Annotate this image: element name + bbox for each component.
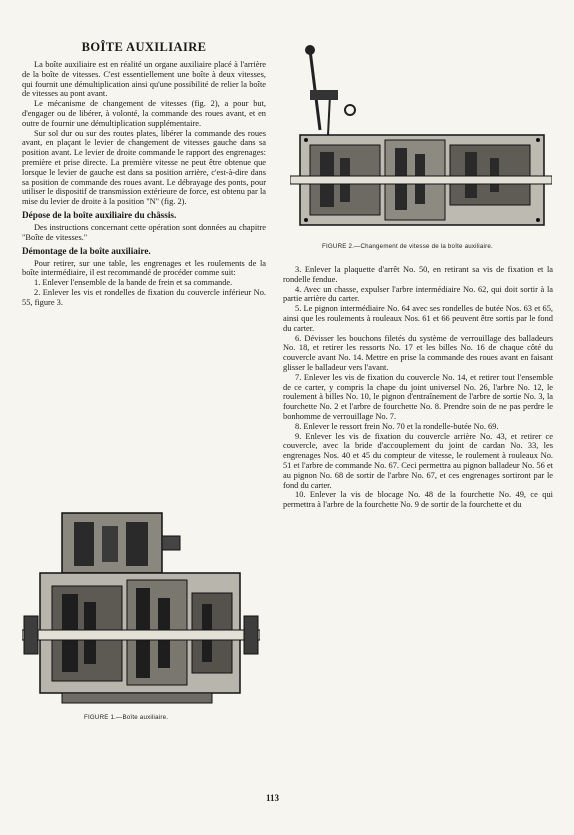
- step-4: 4. Avec un chasse, expulser l'arbre intermédiaire No. 62, qui doit sortir à la partie arrière du carter.: [283, 284, 553, 304]
- paragraph-usage: Sur sol dur ou sur des routes plates, libérer la commande des roues avant, en plaçant le levier de changement de vitesses gauche dans sa position avant. Le levier de droite commande le rapport des engrenages: première et prise directe. La première vitesse ne peut être obtenue que lorsque le levier de gauche est dans sa position arrière, c'est-à-dire dans sa position de commande des roues avant. Le débrayage des ponts, pour utiliser le dispositif de transmission extérieure de force, est obtenu par la mise du levier de droite à la position "N" (fig. 2).: [22, 128, 266, 207]
- page-number: 113: [266, 793, 280, 803]
- step-8: 8. Enlever le ressort frein No. 70 et la rondelle-butée No. 69.: [295, 421, 499, 431]
- step-7: 7. Enlever les vis de fixation du couvercle No. 14, et retirer tout l'ensemble de ce carter, y compris la chape du joint universel No. 26, l'arbre No. 12, le roulement à billes No. 10, le pignon d'entraînement de l'arbre de sortie No. 3, la fourchette No. 2 et l'arbre de fourchette No. 8. Prendre soin de ne pas perdre le bonhomme de verrouillage No. 7.: [283, 372, 553, 421]
- step-9: 9. Enlever les vis de fixation du couvercle arrière No. 43, et retirer ce couvercle, avec la bride d'accouplement du joint de cardan No. 33, les engrenages Nos. 40 et 45 du compteur de vitesse, le roulement à rouleaux No. 51 et l'arbre de commande No. 67. Ceci permettra au pignon balladeur No. 56 et au pignon No. 68 de sortir de l'arbre No. 67, et ces engrenages sortiront par le fond du carter.: [283, 431, 553, 490]
- figure-2-gearshift-illustration: [290, 40, 552, 252]
- figure-1-caption: FIGURE 1.—Boîte auxiliaire.: [84, 714, 169, 721]
- paragraph-removal: Des instructions concernant cette opération sont données au chapitre "Boîte de vitesses.": [22, 222, 266, 242]
- left-column: [22, 40, 266, 308]
- heading-removal: Dépose de la boîte auxiliaire du châssis.: [22, 209, 177, 220]
- step-3: 3. Enlever la plaquette d'arrêt No. 50, en retirant sa vis de fixation et la rondelle fendue.: [283, 265, 553, 284]
- page-title: BOÎTE AUXILIAIRE: [81, 40, 207, 54]
- figure-1-gearbox-illustration: [22, 508, 260, 724]
- step-5: 5. Le pignon intermédiaire No. 64 avec ses rondelles de butée Nos. 63 et 65, ainsi que les roulements à rouleaux Nos. 61 et 66 peuvent être sortis par le fond du carter.: [283, 304, 553, 333]
- step-6: 6. Dévisser les bouchons filetés du système de verrouillage des balladeurs No. 18, et retirer les ressorts No. 17 et les billes No. 16 de chaque côté du couvercle avant No. 14. Mettre en prise la commande des roues avant en faisant glisser le balladeur vers l'avant.: [283, 333, 553, 372]
- figure-2-caption: FIGURE 2.—Changement de vitesse de la boîte auxiliaire.: [322, 243, 493, 250]
- right-column: [283, 265, 553, 510]
- paragraph-disassembly-intro: Pour retirer, sur une table, les engrenages et les roulements de la boîte intermédiaire, il est recommandé de procéder comme suit:: [22, 258, 266, 278]
- paragraph-intro: La boîte auxiliaire est en réalité un organe auxiliaire placé à l'arrière de la boîte de vitesses. C'est essentiellement une boîte à deux vitesses, qui fournit une démultiplication ainsi qu'une possibilité de relier la boîte de vitesses au pont avant.: [22, 60, 266, 99]
- step-1: 1. Enlever l'ensemble de la bande de frein et sa commande.: [34, 278, 233, 288]
- step-10: 10. Enlever la vis de blocage No. 48 de la fourchette No. 49, ce qui permettra à l'arbre de la fourchette No. 9 de sortir de la fourchette et du: [283, 490, 553, 510]
- paragraph-mechanism: Le mécanisme de changement de vitesses (fig. 2), a pour but, d'engager ou de libérer, à volonté, la commande des roues avant, et en outre de fournir une démultiplication supplémentaire.: [22, 99, 266, 128]
- heading-disassembly: Démontage de la boîte auxiliaire.: [22, 245, 151, 256]
- step-2: 2. Enlever les vis et rondelles de fixation du couvercle inférieur No. 55, figure 3.: [22, 287, 266, 307]
